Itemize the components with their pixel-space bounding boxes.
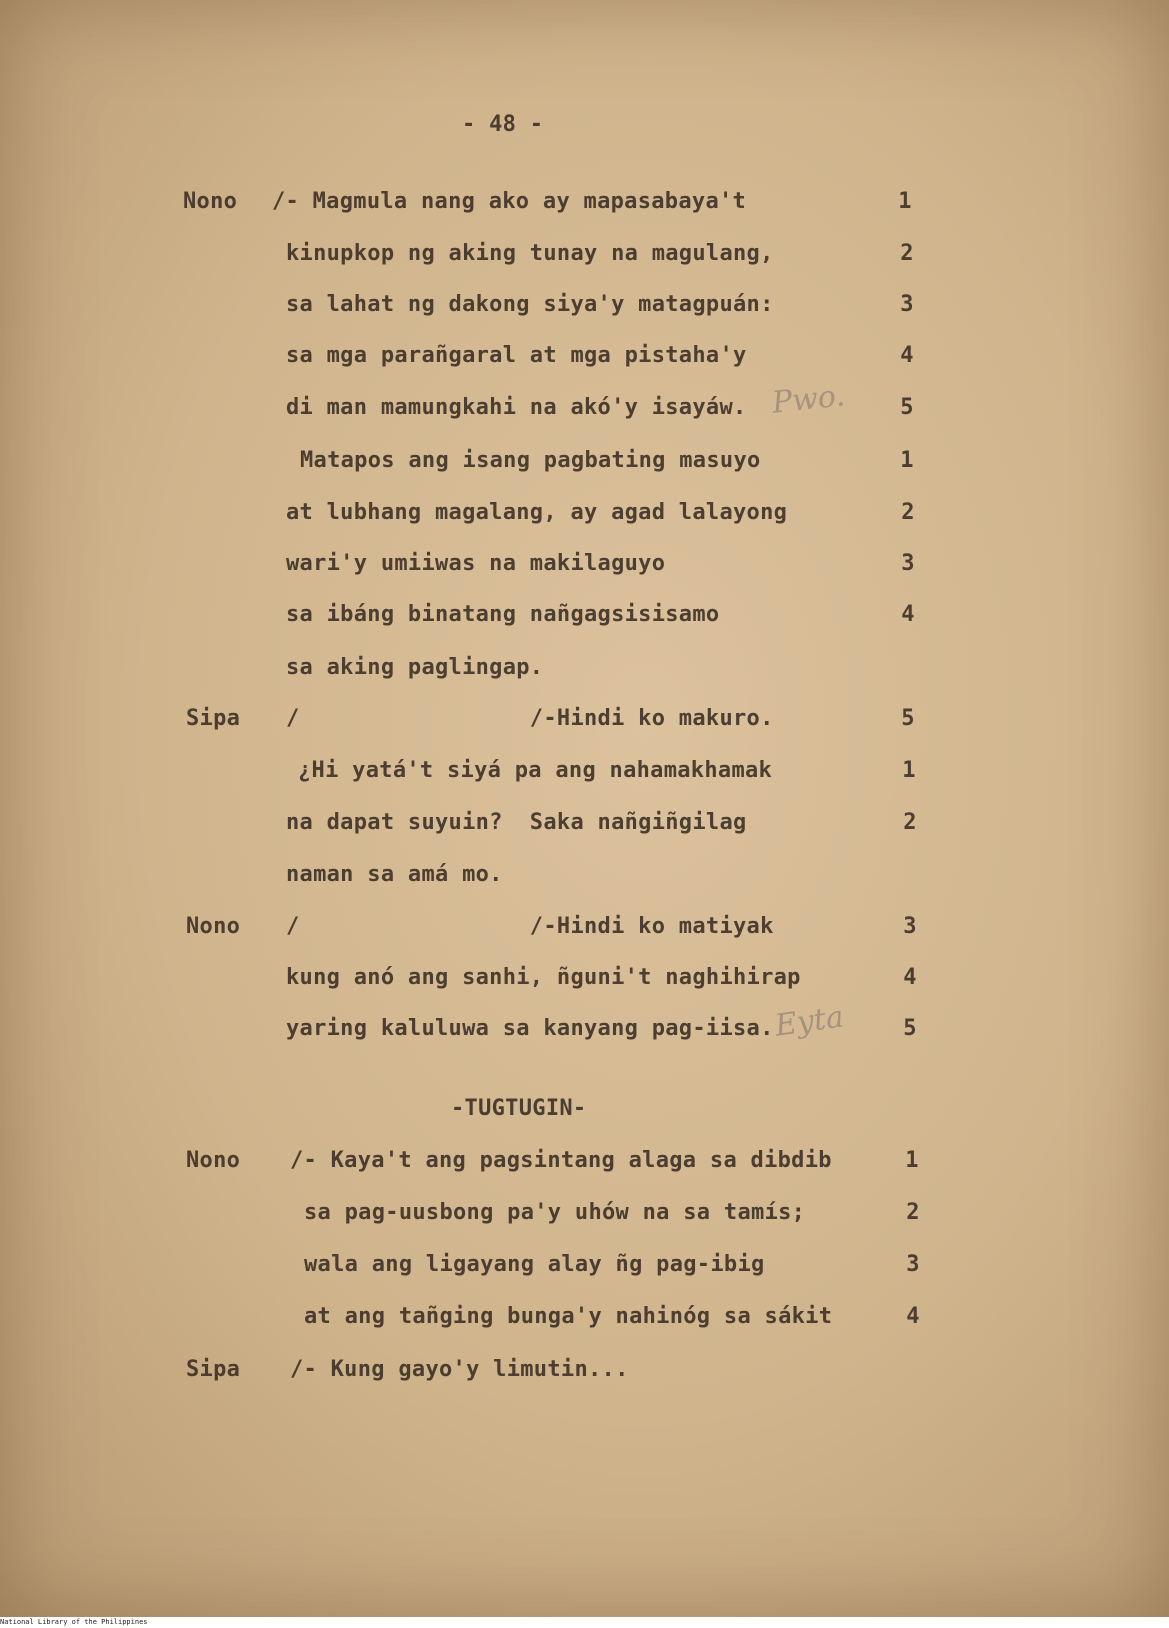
verse-line: sa aking paglingap.: [286, 655, 544, 680]
line-number: 2: [906, 1200, 920, 1225]
archive-credit: National Library of the Philippines: [0, 1618, 148, 1626]
verse-line: na dapat suyuin? Saka nañgiñgilag: [286, 810, 747, 835]
line-number: 1: [905, 1148, 919, 1173]
page-number: - 48 -: [462, 112, 544, 137]
line-number: 3: [903, 914, 917, 939]
verse-line: sa lahat ng dakong siya'y matagpuán:: [286, 292, 774, 317]
verse-line: / /-Hindi ko makuro.: [286, 706, 774, 731]
handwritten-annotation: Pwo.: [770, 378, 847, 421]
verse-line: sa mga parañgaral at mga pistaha'y: [286, 343, 747, 368]
line-number: 5: [900, 395, 914, 420]
verse-line: naman sa amá mo.: [286, 862, 503, 887]
verse-line: /- Magmula nang ako ay mapasabaya't: [272, 189, 747, 214]
line-number: 4: [901, 602, 915, 627]
verse-line: wari'y umiiwas na makilaguyo: [286, 551, 666, 576]
speaker-label: Sipa: [186, 1357, 241, 1382]
speaker-label: Sipa: [186, 706, 241, 731]
verse-line: at lubhang magalang, ay agad lalayong: [286, 500, 788, 525]
verse-line: ¿Hi yatá't siyá pa ang nahamakhamak: [298, 758, 773, 783]
verse-line: yaring kaluluwa sa kanyang pag-iisa.: [286, 1016, 774, 1041]
verse-line: Matapos ang isang pagbating masuyo: [300, 448, 761, 473]
section-heading: -TUGTUGIN-: [451, 1096, 587, 1121]
line-number: 3: [900, 292, 914, 317]
verse-line: kung anó ang sanhi, ñguni't naghihirap: [286, 965, 801, 990]
verse-line: sa pag-uusbong pa'y uhów na sa tamís;: [304, 1200, 806, 1225]
verse-line: /- Kaya't ang pagsintang alaga sa dibdib: [290, 1148, 832, 1173]
speaker-label: Nono: [186, 914, 241, 939]
line-number: 5: [901, 706, 915, 731]
line-number: 2: [901, 500, 915, 525]
line-number: 4: [900, 343, 914, 368]
line-number: 1: [900, 448, 914, 473]
verse-line: / /-Hindi ko matiyak: [286, 914, 774, 939]
verse-line: /- Kung gayo'y limutin...: [290, 1357, 629, 1382]
verse-line: at ang tañging bunga'y nahinóg sa sákit: [304, 1304, 833, 1329]
line-number: 2: [903, 810, 917, 835]
line-number: 1: [902, 758, 916, 783]
verse-line: di man mamungkahi na akó'y isayáw.: [286, 395, 747, 420]
line-number: 3: [901, 551, 915, 576]
line-number: 3: [906, 1252, 920, 1277]
line-number: 1: [898, 189, 912, 214]
line-number: 4: [906, 1304, 920, 1329]
line-number: 2: [900, 241, 914, 266]
line-number: 4: [903, 965, 917, 990]
speaker-label: Nono: [183, 189, 238, 214]
handwritten-annotation: Eyta: [772, 999, 846, 1044]
verse-line: wala ang ligayang alay ñg pag-ibig: [304, 1252, 765, 1277]
line-number: 5: [903, 1016, 917, 1041]
verse-line: kinupkop ng aking tunay na magulang,: [286, 241, 774, 266]
verse-line: sa ibáng binatang nañgagsisisamo: [286, 602, 720, 627]
speaker-label: Nono: [186, 1148, 241, 1173]
